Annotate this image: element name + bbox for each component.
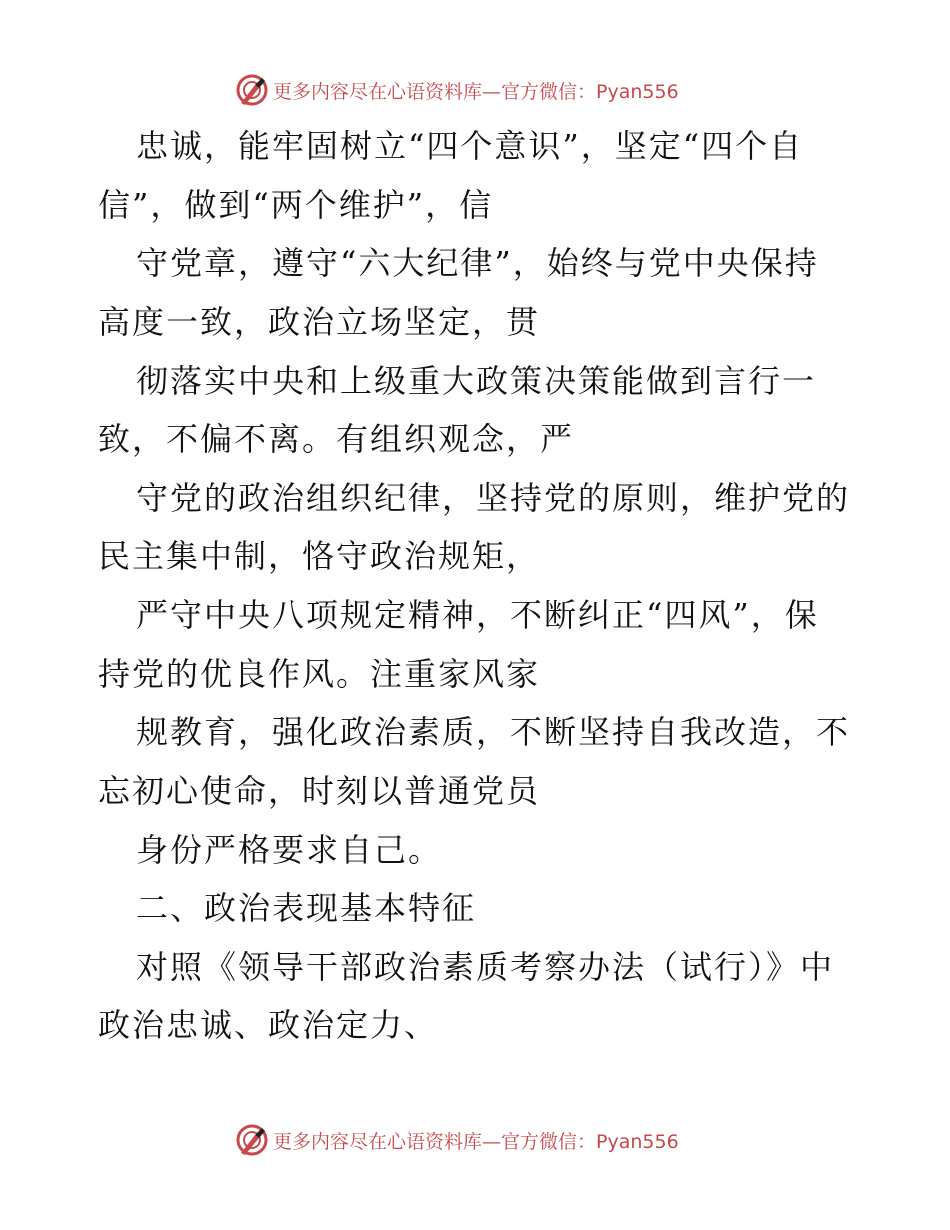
watermark-site-text: 更多内容尽在心语资料库—	[273, 80, 502, 103]
watermark-wechat-text: 官方微信：Pyan556	[501, 1130, 679, 1153]
paragraph-line: 彻落实中央和上级重大政策决策能做到言行一	[136, 362, 817, 400]
footer-watermark	[235, 1122, 679, 1158]
watermark-site-text: 更多内容尽在心语资料库—	[273, 1130, 502, 1153]
paragraph-line: 守党的政治组织纪律，坚持党的原则，维护党的	[136, 479, 851, 517]
paragraph-line: 政治忠诚、政治定力、	[98, 1006, 439, 1044]
paragraph-line: 信”，做到“两个维护”，信	[98, 186, 494, 224]
paragraph-line: 守党章，遵守“六大纪律”，始终与党中央保持	[136, 244, 819, 282]
pen-logo-icon	[235, 1123, 269, 1157]
paragraph-line: 持党的优良作风。注重家风家	[98, 655, 541, 693]
paragraph-line: 规教育，强化政治素质，不断坚持自我改造，不	[136, 713, 851, 751]
pen-logo-icon	[235, 73, 269, 107]
paragraph-line: 致，不偏不离。有组织观念，严	[98, 420, 575, 458]
paragraph-line: 严守中央八项规定精神，不断纠正“四风”，保	[136, 596, 819, 634]
header-watermark	[235, 72, 679, 108]
paragraph-line: 民主集中制，恪守政治规矩，	[98, 537, 541, 575]
paragraph-line: 忘初心使命，时刻以普通党员	[98, 772, 541, 810]
paragraph-line: 高度一致，政治立场坚定，贯	[98, 303, 541, 341]
watermark-wechat-text: 官方微信：Pyan556	[501, 80, 679, 103]
paragraph-line: 身份严格要求自己。	[136, 831, 443, 869]
paragraph-line: 对照《领导干部政治素质考察办法（试行）》中	[136, 948, 835, 986]
section-heading: 二、政治表现基本特征	[136, 889, 477, 927]
paragraph-line: 忠诚，能牢固树立“四个意识”，坚定“四个自	[136, 127, 804, 165]
